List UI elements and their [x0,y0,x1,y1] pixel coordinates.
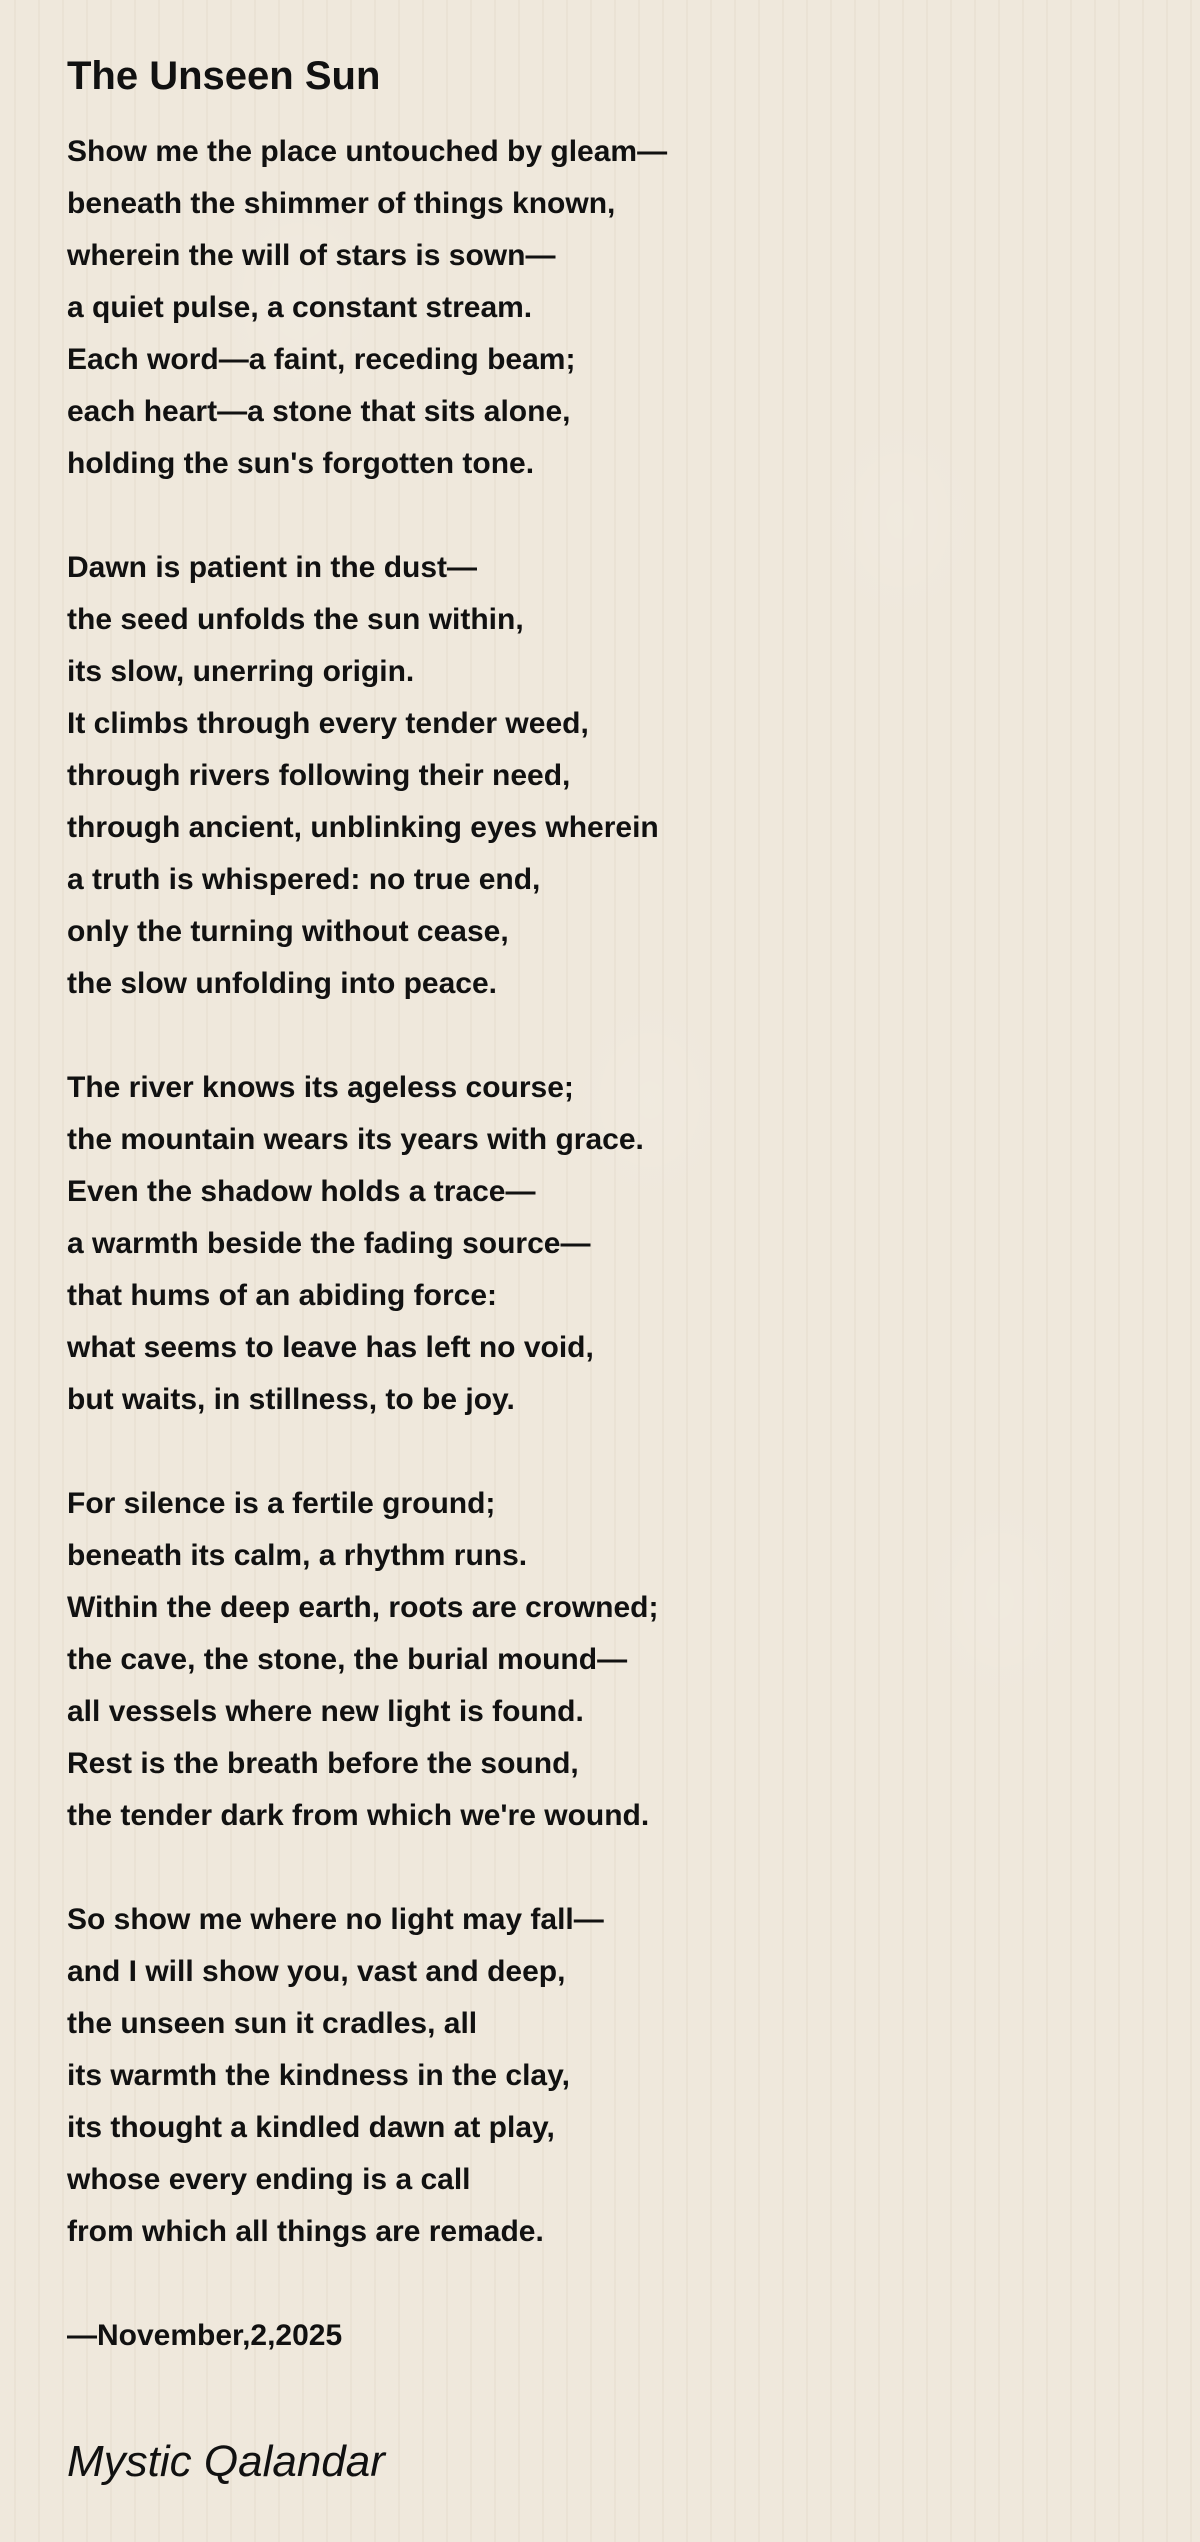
poem-body [67,126,1133,2362]
poem-line: what seems to leave has left no void, [67,1331,594,1364]
poem-line: whose every ending is a call [67,2163,471,2196]
poem-line: Even the shadow holds a trace— [67,1175,536,1208]
poem-line: its warmth the kindness in the clay, [67,2059,570,2092]
poem-line: So show me where no light may fall— [67,1903,604,1936]
poem-line: that hums of an abiding force: [67,1279,498,1312]
poem-line: the cave, the stone, the burial mound— [67,1643,628,1676]
poem-line: Each word—a faint, receding beam; [67,343,576,376]
poem-line: through ancient, unblinking eyes wherein [67,811,659,844]
poem-line: Rest is the breath before the sound, [67,1747,579,1780]
stanza [67,1062,1133,1426]
poem-line: and I will show you, vast and deep, [67,1955,566,1988]
author-name: Mystic Qalandar [67,2437,385,2486]
poem-line: Dawn is patient in the dust— [67,551,478,584]
poem-line: from which all things are remade. [67,2215,544,2248]
poem-line: beneath the shimmer of things known, [67,187,616,220]
stanza [67,542,1133,1010]
poem-line: the unseen sun it cradles, all [67,2007,478,2040]
poem-container [67,52,1133,2490]
poem-line: a warmth beside the fading source— [67,1227,591,1260]
poem-line: the tender dark from which we're wound. [67,1799,650,1832]
poem-line: holding the sun's forgotten tone. [67,447,535,480]
stanza [67,1894,1133,2258]
poem-line: beneath its calm, a rhythm runs. [67,1539,528,1572]
poem-line: the slow unfolding into peace. [67,967,498,1000]
poem-line: its slow, unerring origin. [67,655,415,688]
poem-line: each heart—a stone that sits alone, [67,395,571,428]
poem-line: Within the deep earth, roots are crowned; [67,1591,659,1624]
poem-line: through rivers following their need, [67,759,571,792]
poem-line: The river knows its ageless course; [67,1071,574,1104]
stanza [67,126,1133,490]
poem-line: It climbs through every tender weed, [67,707,589,740]
poem-line: only the turning without cease, [67,915,509,948]
poem-line: the mountain wears its years with grace. [67,1123,644,1156]
poem-date: —November,2,2025 [67,2319,343,2352]
poem-line: but waits, in stillness, to be joy. [67,1383,515,1416]
poem-line: its thought a kindled dawn at play, [67,2111,555,2144]
poem-line: a truth is whispered: no true end, [67,863,541,896]
poem-line: wherein the will of stars is sown— [67,239,556,272]
poem-line: all vessels where new light is found. [67,1695,584,1728]
stanza [67,1478,1133,1842]
poem-line: For silence is a fertile ground; [67,1487,496,1520]
poem-line: a quiet pulse, a constant stream. [67,291,533,324]
poem-title: The Unseen Sun [67,54,381,98]
poem-line: the seed unfolds the sun within, [67,603,524,636]
poem-line: Show me the place untouched by gleam— [67,135,668,168]
